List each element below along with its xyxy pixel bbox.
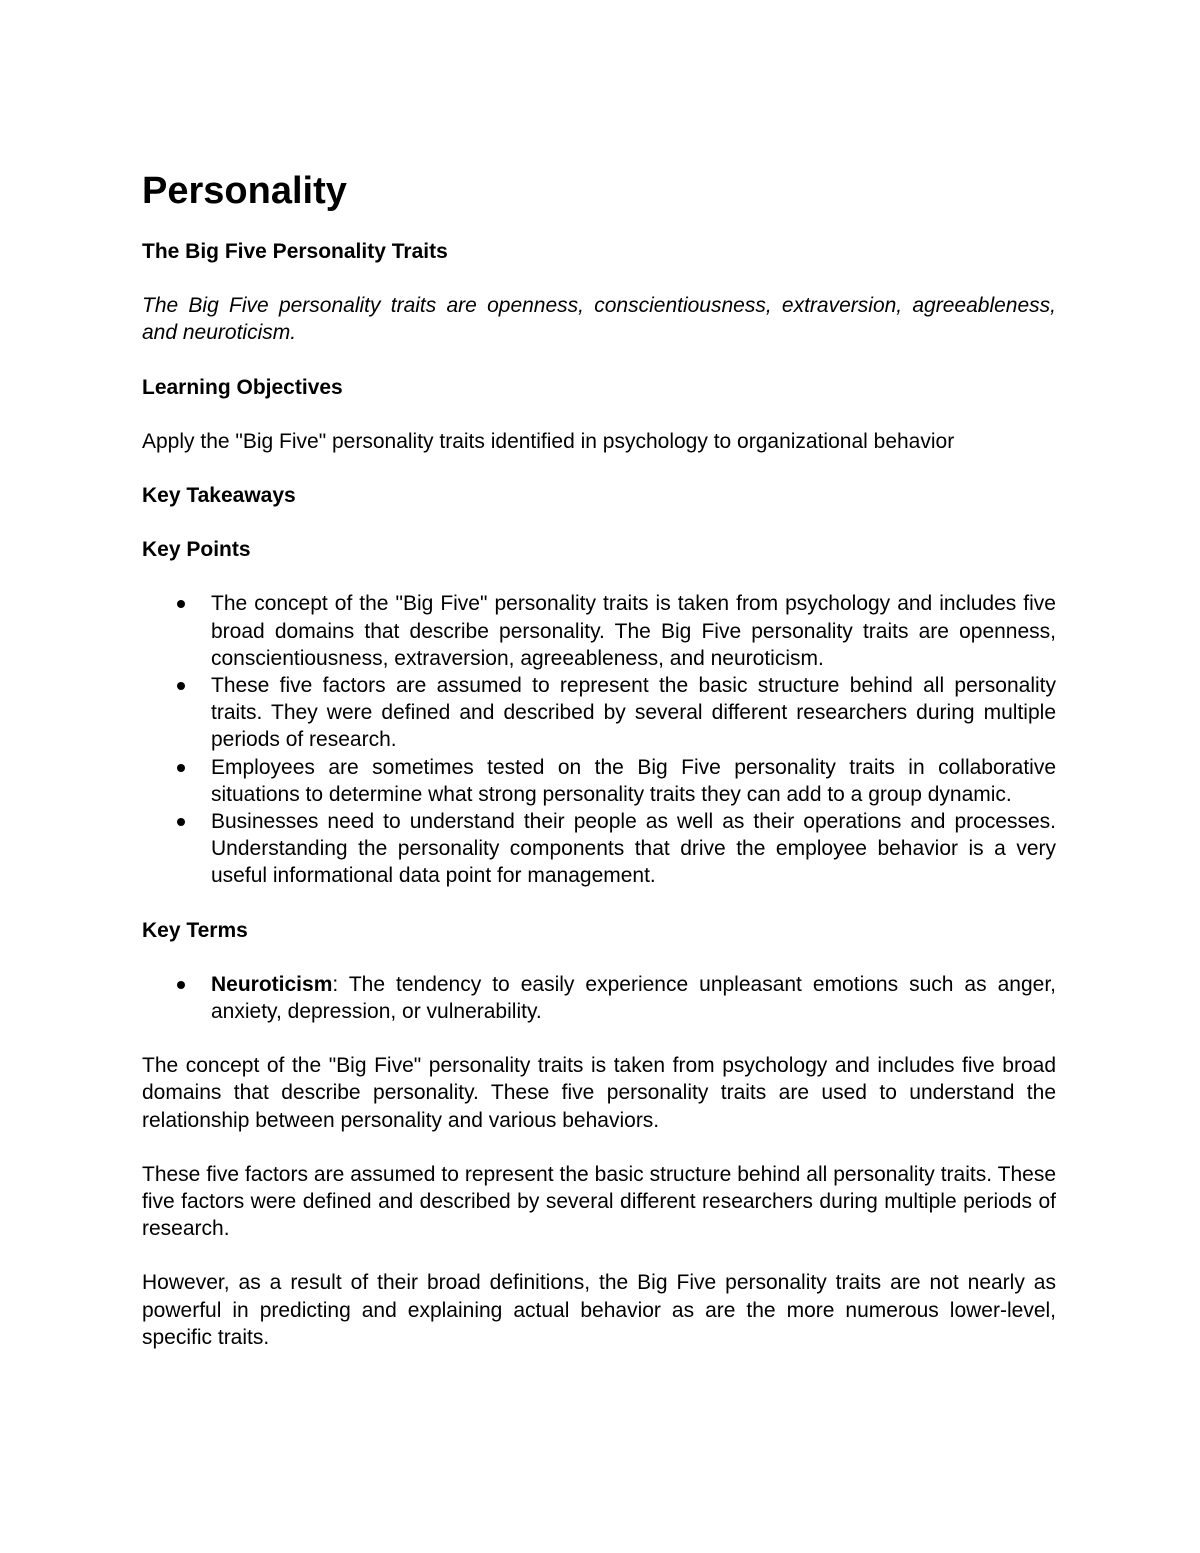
key-term-name: Neuroticism (211, 972, 333, 996)
list-item (142, 971, 1056, 1025)
bullet-icon (177, 764, 185, 772)
key-point-text: Employees are sometimes tested on the Big Five personality traits in collaborative situations to determine what strong personality traits they can add to a group dynamic. (211, 755, 1056, 806)
key-points-heading: Key Points (142, 538, 251, 562)
list-item (142, 754, 1056, 808)
key-takeaways-heading: Key Takeaways (142, 484, 296, 508)
intro-paragraph: The Big Five personality traits are openness, conscientiousness, extraversion, agreeableness, and neuroticism. (142, 294, 1056, 345)
key-term-definition: : The tendency to easily experience unpleasant emotions such as anger, anxiety, depression, or vulnerability. (211, 972, 1056, 1024)
key-point-text: These five factors are assumed to represent the basic structure behind all personality traits. They were defined and described by several different researchers during multiple periods of research. (211, 674, 1056, 752)
learning-objectives-text: Apply the "Big Five" personality traits identified in psychology to organizational behavior (142, 429, 955, 453)
list-item (142, 808, 1056, 890)
bullet-icon (177, 981, 185, 989)
bullet-icon (177, 682, 185, 690)
key-terms-heading: Key Terms (142, 918, 248, 942)
bullet-icon (177, 600, 185, 608)
body-paragraph: These five factors are assumed to represent the basic structure behind all personality traits. These five factors were defined and described by several different researchers during multiple periods of research. (142, 1162, 1056, 1241)
body-paragraph: The concept of the "Big Five" personality traits is taken from psychology and includes five broad domains that describe personality. These five personality traits are used to understand the relationship between personality and various behaviors. (142, 1054, 1056, 1132)
bullet-icon (177, 818, 185, 826)
key-points-list (142, 590, 1056, 889)
list-item (142, 590, 1056, 672)
document-page (142, 168, 1056, 1351)
learning-objectives-heading: Learning Objectives (142, 375, 343, 399)
key-point-text: Businesses need to understand their people as well as their operations and processes. Understanding the personality components that drive the employee behavior is a very useful informational data point for management. (211, 810, 1056, 888)
key-terms-list (142, 971, 1056, 1025)
list-item (142, 672, 1056, 754)
key-point-text: The concept of the "Big Five" personality traits is taken from psychology and includes five broad domains that describe personality. The Big Five personality traits are openness, conscientiousness, extraversion, agreeableness, and neuroticism. (211, 592, 1056, 670)
section-heading: The Big Five Personality Traits (142, 240, 448, 263)
body-paragraph: However, as a result of their broad definitions, the Big Five personality traits are not nearly as powerful in predicting and explaining actual behavior as are the more numerous lower-level, specific traits. (142, 1271, 1056, 1349)
page-title: Personality (142, 170, 347, 212)
